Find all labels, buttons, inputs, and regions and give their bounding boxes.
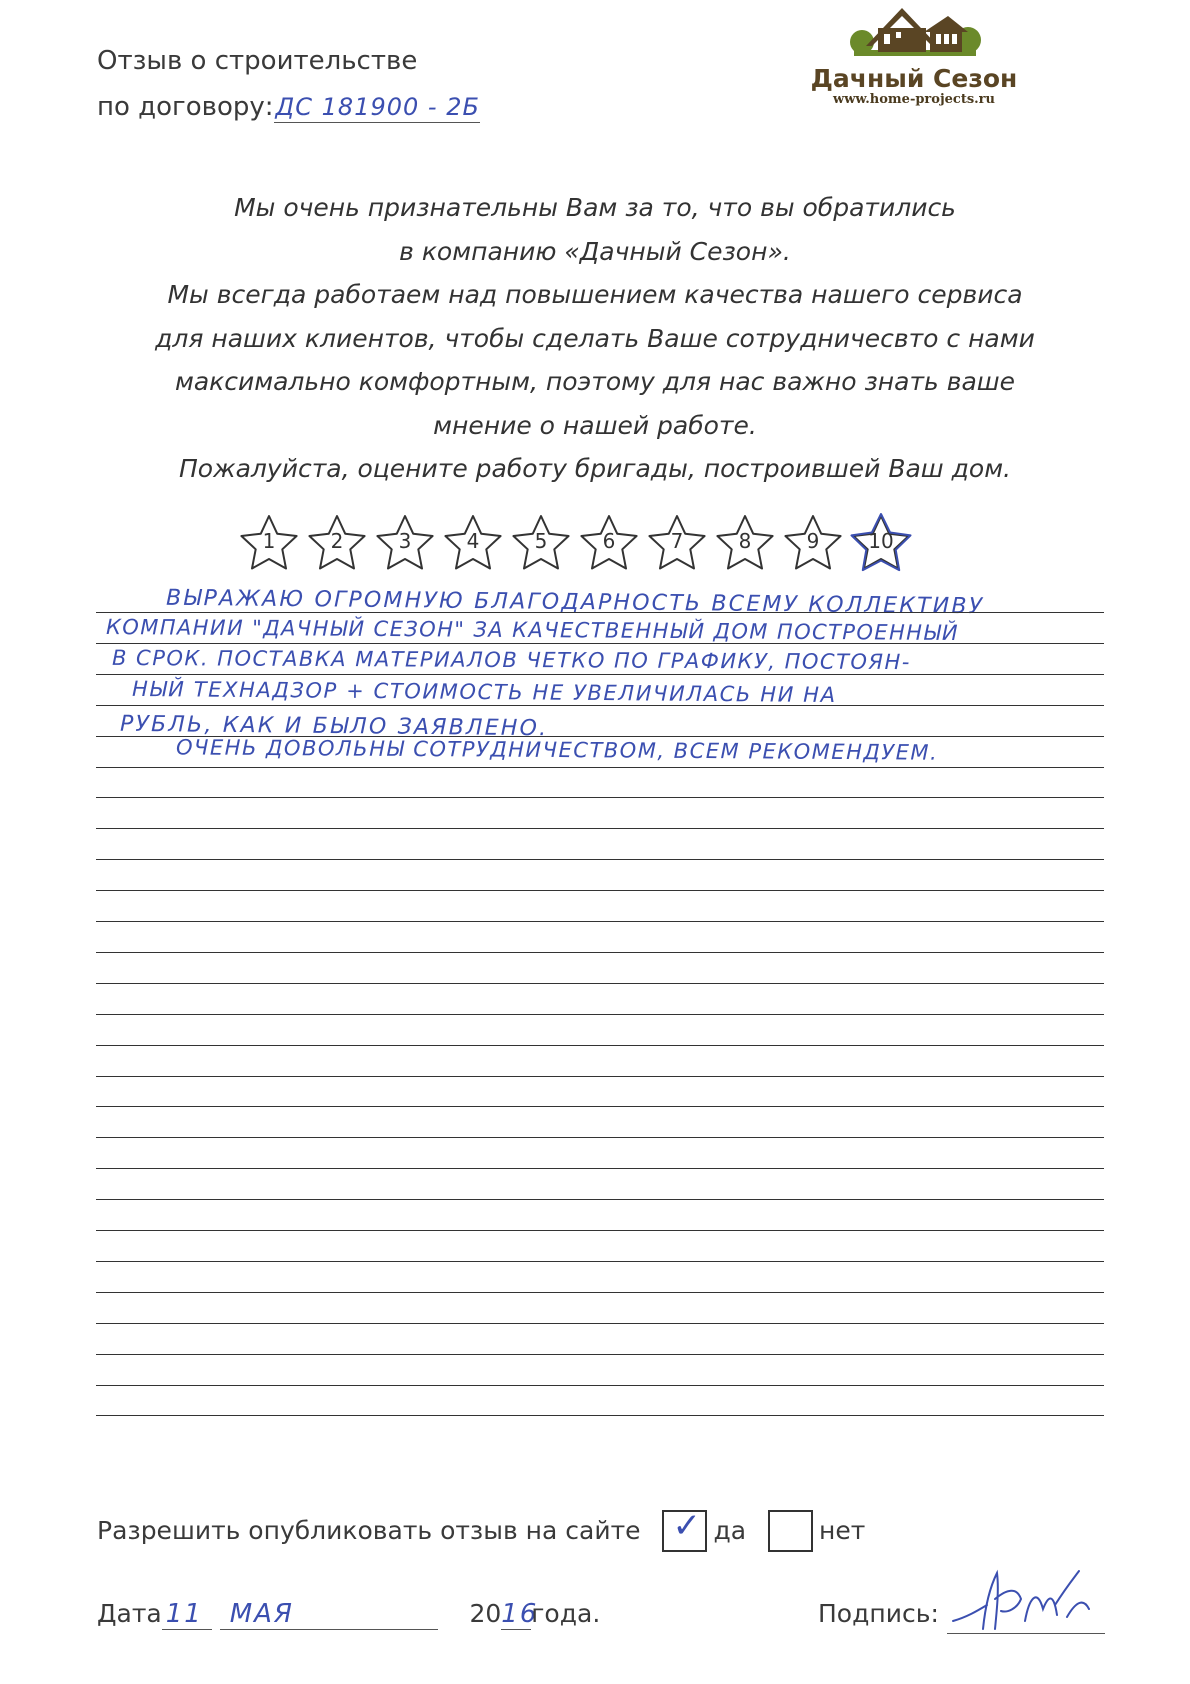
star-number: 4 [466, 529, 480, 553]
house-icon [844, 2, 984, 68]
ruled-line [96, 612, 1104, 613]
year-field[interactable]: 16 [501, 1599, 539, 1629]
star-number: 8 [738, 529, 752, 553]
intro-line: Мы очень признательны Вам за то, что вы обратились [234, 193, 956, 222]
publish-permission [97, 1506, 866, 1552]
signature-block [818, 1594, 1105, 1634]
ruled-line [96, 1261, 1104, 1262]
publish-no-label: нет [819, 1516, 866, 1545]
publish-yes-checkbox[interactable] [662, 1506, 707, 1552]
ruled-line [96, 1137, 1104, 1138]
star-rating-5[interactable] [510, 512, 572, 574]
year-prefix: 20 [469, 1599, 502, 1628]
logo-name: Дачный Сезон [810, 64, 1018, 93]
ruled-line [96, 1354, 1104, 1355]
ruled-line [96, 674, 1104, 675]
ruled-line [96, 1292, 1104, 1293]
intro-line: максимально комфортным, поэтому для нас важно знать ваше [174, 367, 1016, 396]
star-number: 10 [868, 529, 894, 553]
ruled-line [96, 1230, 1104, 1231]
publish-no-checkbox[interactable] [768, 1510, 813, 1552]
ruled-line [96, 767, 1104, 768]
star-number: 3 [398, 529, 412, 553]
ruled-line [96, 1045, 1104, 1046]
review-line: ОЧЕНЬ ДОВОЛЬНЫ СОТРУДНИЧЕСТВОМ, ВСЕМ РЕКОМЕНДУЕМ. [175, 735, 939, 765]
review-line: ВЫРАЖАЮ ОГРОМНУЮ БЛАГОДАРНОСТЬ ВСЕМУ КОЛЛЕКТИВУ [165, 585, 985, 620]
contract-number-field[interactable]: ДС 181900 - 2Б [275, 93, 480, 121]
intro-line: для наших клиентов, чтобы сделать Ваше сотрудничесвто с нами [155, 323, 1035, 353]
date-month-field[interactable]: МАЯ [220, 1599, 438, 1630]
ruled-line [96, 828, 1104, 829]
star-rating-8[interactable] [714, 512, 776, 574]
intro-line: Мы всегда работаем над повышением качества нашего сервиса [167, 280, 1023, 309]
date-day-field[interactable]: 11 [162, 1599, 212, 1630]
review-line: В СРОК. ПОСТАВКА МАТЕРИАЛОВ ЧЕТКО ПО ГРАФИКУ, ПОСТОЯН- [111, 645, 911, 675]
review-line: РУБЛЬ, КАК И БЫЛО ЗАЯВЛЕНО. [119, 711, 549, 742]
date-label: Дата [97, 1599, 162, 1628]
star-rating-4[interactable] [442, 512, 504, 574]
ruled-line [96, 983, 1104, 984]
ruled-line [96, 1014, 1104, 1015]
contract-line [97, 84, 480, 130]
signature-label: Подпись: [818, 1599, 939, 1628]
intro-text [90, 186, 1100, 491]
star-rating-6[interactable] [578, 512, 640, 574]
star-number: 6 [602, 529, 616, 553]
review-line: КОМПАНИИ "ДАЧНЫЙ СЕЗОН" ЗА КАЧЕСТВЕННЫЙ ДОМ ПОСТРОЕННЫЙ [105, 615, 960, 645]
company-logo [804, 2, 1024, 120]
publish-yes-label: да [713, 1516, 747, 1545]
ruled-line [96, 736, 1104, 737]
signature-icon [947, 1559, 1107, 1639]
ruled-line [96, 859, 1104, 860]
ruled-line [96, 1415, 1104, 1416]
ruled-line [96, 1106, 1104, 1107]
logo-url: www.home-projects.ru [833, 92, 995, 107]
star-rating-10[interactable] [850, 512, 912, 574]
star-rating-9[interactable] [782, 512, 844, 574]
star-number: 9 [806, 529, 820, 553]
ruled-line [96, 1199, 1104, 1200]
year-word: года. [531, 1599, 601, 1628]
signature-field[interactable] [947, 1603, 1105, 1634]
ruled-line [96, 705, 1104, 706]
ruled-line [96, 643, 1104, 644]
contract-label: по договору: [97, 92, 274, 122]
form-title: Отзыв о строительстве [97, 46, 418, 76]
star-number: 7 [670, 529, 684, 553]
publish-label: Разрешить опубликовать отзыв на сайте [97, 1516, 641, 1545]
star-rating-2[interactable] [306, 512, 368, 574]
ruled-line [96, 1076, 1104, 1077]
date-line [97, 1594, 600, 1634]
form-header [97, 38, 480, 130]
ruled-line [96, 1385, 1104, 1386]
intro-line: мнение о нашей работе. [433, 410, 757, 440]
check-mark-icon: ✓ [672, 1506, 701, 1546]
ruled-line [96, 1323, 1104, 1324]
ruled-line [96, 1168, 1104, 1169]
intro-line: в компанию «Дачный Сезон». [399, 236, 791, 266]
star-number: 2 [330, 529, 344, 553]
star-number: 5 [534, 529, 548, 553]
intro-line: Пожалуйста, оцените работу бригады, построившей Ваш дом. [179, 454, 1011, 483]
star-rating-3[interactable] [374, 512, 436, 574]
ruled-line [96, 890, 1104, 891]
star-number: 1 [262, 529, 276, 553]
star-rating-7[interactable] [646, 512, 708, 574]
star-rating-1[interactable] [238, 512, 300, 574]
star-rating [238, 512, 968, 578]
review-line: НЫЙ ТЕХНАДЗОР + СТОИМОСТЬ НЕ УВЕЛИЧИЛАСЬ НИ НА [131, 676, 837, 708]
ruled-line [96, 921, 1104, 922]
ruled-line [96, 797, 1104, 798]
ruled-line [96, 952, 1104, 953]
